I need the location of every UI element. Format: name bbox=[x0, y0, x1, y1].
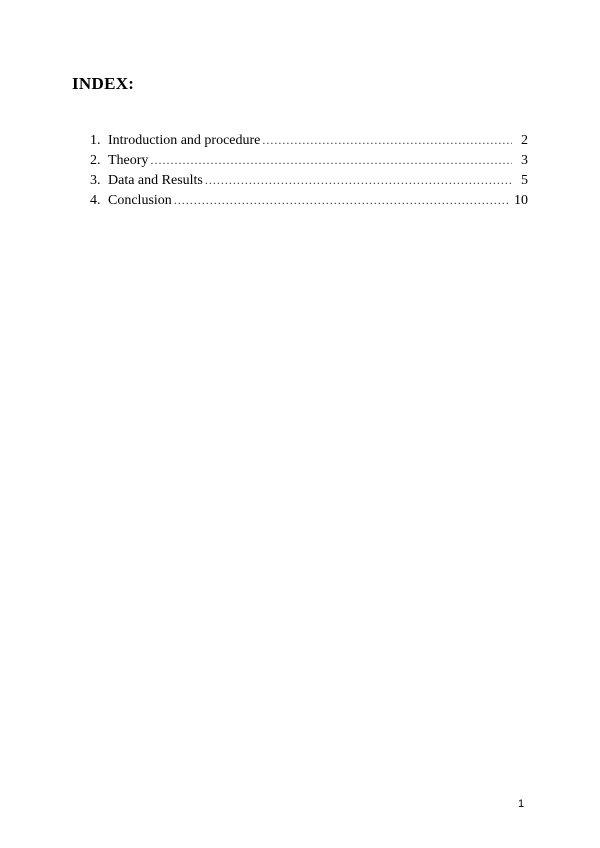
toc-entry-title: Theory bbox=[108, 153, 149, 168]
page-title: INDEX: bbox=[72, 74, 135, 93]
toc-entry-page: 3 bbox=[521, 153, 528, 168]
toc-entry-number: 3. bbox=[90, 173, 101, 188]
toc-entry-page: 10 bbox=[514, 193, 528, 208]
toc-leader-dots bbox=[205, 170, 512, 190]
toc-entry-page: 5 bbox=[521, 173, 528, 188]
toc-entry bbox=[90, 130, 528, 150]
toc-leader-dots bbox=[174, 190, 510, 210]
toc-entry bbox=[90, 150, 528, 170]
toc-entry-number: 2. bbox=[90, 153, 101, 168]
toc-entry-page: 2 bbox=[521, 133, 528, 148]
page-number: 1 bbox=[518, 798, 525, 810]
toc-entry bbox=[90, 190, 528, 210]
toc-entry-title: Conclusion bbox=[108, 193, 172, 208]
toc-entry-title: Data and Results bbox=[108, 173, 203, 188]
toc-entry bbox=[90, 170, 528, 190]
toc-entry-title: Introduction and procedure bbox=[108, 133, 261, 148]
table-of-contents bbox=[90, 130, 528, 210]
toc-entry-number: 1. bbox=[90, 133, 101, 148]
toc-leader-dots bbox=[262, 130, 512, 150]
toc-leader-dots bbox=[150, 150, 512, 170]
toc-entry-number: 4. bbox=[90, 193, 101, 208]
